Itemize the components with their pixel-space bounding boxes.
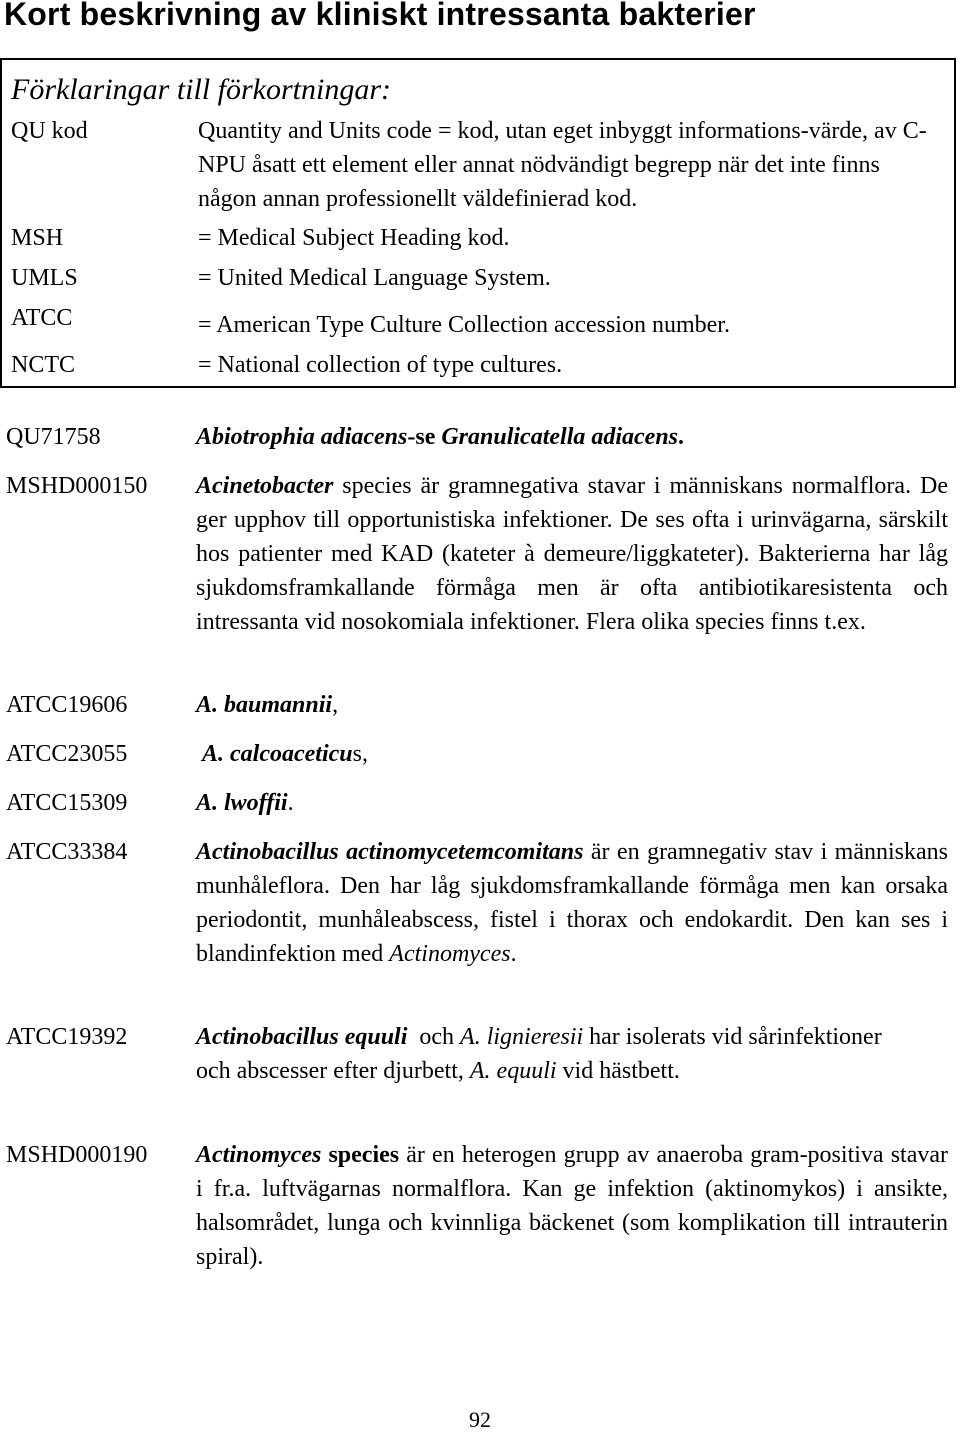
legend-definition-msh: = Medical Subject Heading kod. [198,225,510,251]
legend-code-msh: MSH [11,225,64,251]
organism-name: Abiotrophia adiacens [196,424,408,450]
punctuation: . [678,424,685,450]
organism-reference: A. equuli [469,1058,557,1084]
legend-code-atcc: ATCC [11,305,73,331]
organism-name: Actinobacillus actinomycetemcomitans [196,839,584,865]
legend-code-nctc: NCTC [11,352,76,378]
organism-name: A. lwoffii [196,790,288,816]
legend-code-qu: QU kod [11,118,88,144]
entry-description: är en gramnegativ stav i människans munhåleflora. Den har låg sjukdomsframkallande förmåga men kan orsaka periodontit, munhåleabscess, fistel i thorax och endokardit. Den kan ses i blandinfektion med [196,839,949,967]
entry-description: har isolerats vid sårinfektioner och abscesser efter djurbett, [196,1024,882,1084]
entry-acinetobacter [196,469,948,639]
entry-description: species är gramnegativa stavar i människans normalflora. De ger upphov till opportunistiska infektioner. De ses ofta i urinvägarna, särskilt hos patienter med KAD (kateter à demeure/liggkateter). Bakterierna har låg sjukdomsframkallande förmåga men är ofta antibiotikaresistenta och intressanta vid nosokomiala infektioner. Flera olika species finns t.ex. [196,473,948,635]
entry-code-a-lwoffii: ATCC15309 [6,790,128,816]
organism-name-suffix: species [321,1142,400,1168]
punctuation: . [287,790,294,816]
organism-reference: A. lignieresii [460,1024,584,1050]
abbreviation-legend-box [0,58,956,388]
entry-code-acinetobacter: MSHD000150 [6,473,148,499]
entry-actinomyces [196,1138,948,1274]
entry-a-lwoffii [196,786,948,820]
legend-definition-umls: = United Medical Language System. [198,265,551,291]
entry-a-baumannii [196,688,948,722]
entry-code-actinobacillus-actinomycetemcomitans: ATCC33384 [6,839,128,865]
page-number: 92 [469,1407,491,1432]
entry-description: är en heterogen grupp av anaeroba gram-positiva stavar i fr.a. luftvägarnas normalflora. Kan ge infektion (aktinomykos) i ansikte, halsområdet, lunga och kvinnliga bäckenet (som komplikation till intrauterin spiral). [196,1142,948,1270]
punctuation: , [332,692,339,718]
entry-code-actinobacillus-equuli: ATCC19392 [6,1024,128,1050]
legend-definition-qu: Quantity and Units code = kod, utan eget inbyggt informations-värde, av C-NPU åsatt ett element eller annat nödvändigt begrepp när det inte finns någon annan professionellt väldefinierad kod. [198,118,927,212]
entry-a-calcoaceticus [202,737,954,771]
legend-definition-atcc: = American Type Culture Collection accession number. [198,312,730,338]
entry-description: vid hästbett. [556,1058,680,1084]
organism-name: A. calcoaceticu [202,741,353,767]
entry-code-abiotrophia: QU71758 [6,424,101,450]
page-title: Kort beskrivning av kliniskt intressanta bakterier [4,0,756,32]
legend-definition-nctc: = National collection of type cultures. [198,352,563,378]
entry-abiotrophia [196,420,948,454]
entry-code-a-baumannii: ATCC19606 [6,692,128,718]
organism-reference: Actinomyces [389,941,511,967]
entry-code-a-calcoaceticus: ATCC23055 [6,741,128,767]
organism-name: Actinobacillus equuli [196,1024,408,1050]
organism-name: Actinomyces [196,1142,322,1168]
legend-code-umls: UMLS [11,265,78,291]
legend-heading: Förklaringar till förkortningar: [11,73,392,106]
organism-name: Acinetobacter [196,473,334,499]
entry-code-actinomyces: MSHD000190 [6,1142,148,1168]
entry-actinobacillus-equuli [196,1020,896,1088]
entry-actinobacillus-actinomycetemcomitans [196,835,948,971]
entry-description: och [407,1024,461,1050]
cross-reference-text: -se [407,424,442,450]
punctuation: . [510,941,517,967]
organism-name: Granulicatella adiacens [441,424,679,450]
punctuation: s, [352,741,368,767]
organism-name: A. baumannii [196,692,333,718]
